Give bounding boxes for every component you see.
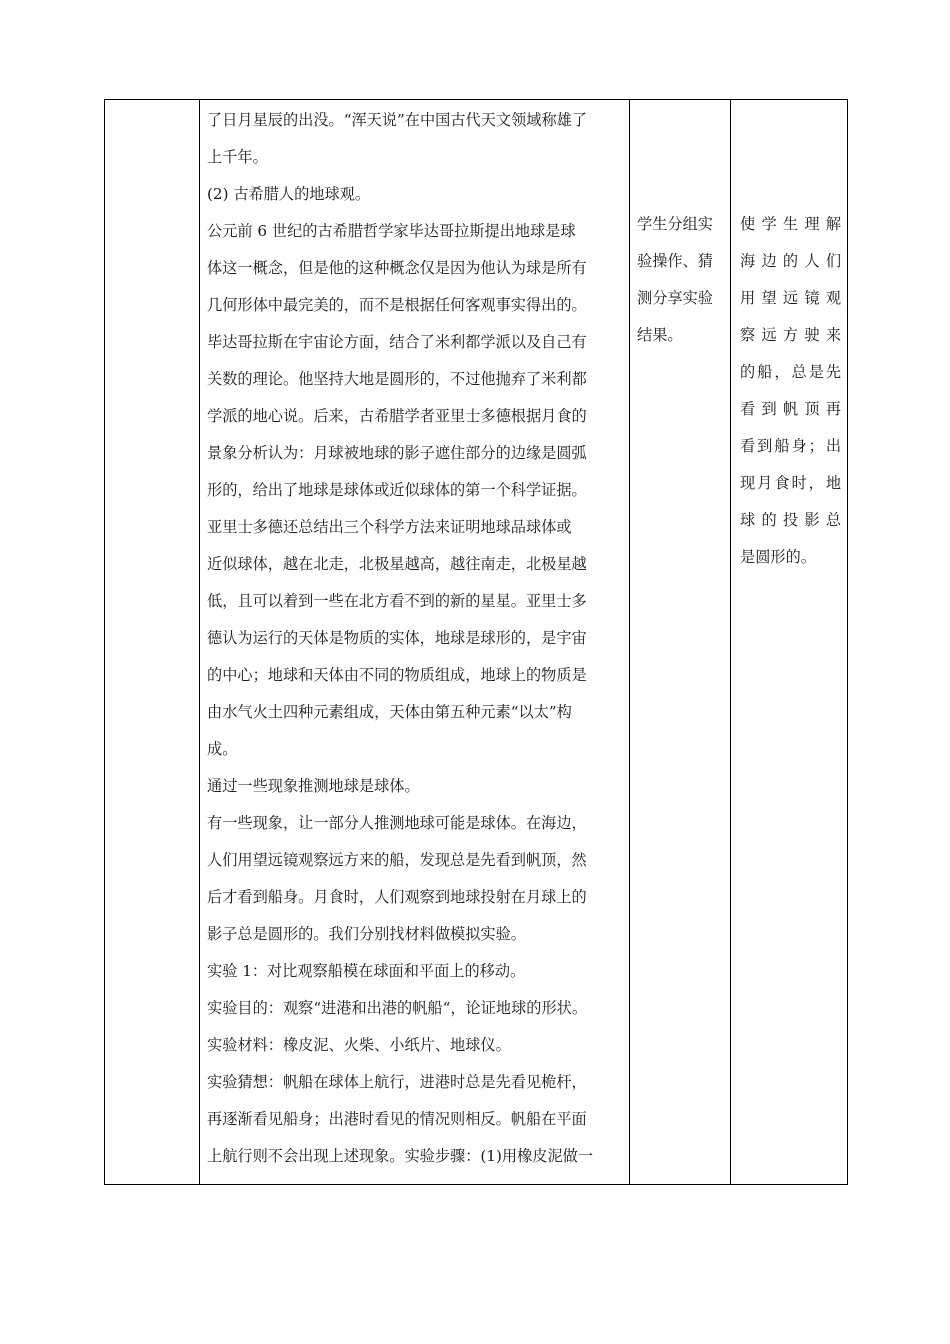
teaching-content-cell: [200, 100, 630, 1185]
intent-line: 是圆形的。: [740, 548, 816, 566]
intent-line: 看到船身；出: [740, 437, 841, 455]
content-line: 有一些现象，让一部分人推测地球可能是球体。在海边，: [207, 814, 587, 832]
content-line: 实验猜想：帆船在球体上航行，进港时总是先看见桅杆，: [207, 1073, 587, 1091]
content-line: 亚里士多德还总结出三个科学方法来证明地球品球体或: [207, 518, 572, 536]
activity-line: 结果。: [637, 326, 683, 344]
activity-line: 学生分组实: [637, 215, 713, 233]
content-line: 公元前 6 世纪的古希腊哲学家毕达哥拉斯提出地球是球: [207, 222, 576, 240]
intent-line: 球的投影总: [740, 511, 841, 529]
content-line: 体这一概念，但是他的这种概念仅是因为他认为球是所有: [207, 259, 587, 277]
content-line: 实验材料：橡皮泥、火柴、小纸片、地球仪。: [207, 1036, 511, 1054]
content-line: 形的，给出了地球是球体或近似球体的第一个科学证据。: [207, 481, 587, 499]
content-line: 德认为运行的天体是物质的实体，地球是球形的，是宇宙: [207, 629, 587, 647]
content-line: 的中心；地球和天体由不同的物质组成，地球上的物质是: [207, 666, 587, 684]
activity-line: 验操作、猜: [637, 252, 713, 270]
content-line: 了日月星辰的出没。“浑天说”在中国古代天文领域称雄了: [207, 111, 588, 129]
lesson-plan-table: [104, 99, 848, 1185]
content-line: 影子总是圆形的。我们分别找材料做模拟实验。: [207, 925, 526, 943]
stage-cell: [105, 100, 200, 1185]
activity-line: 测分享实验: [637, 289, 713, 307]
content-line: 景象分析认为：月球被地球的影子遮住部分的边缘是圆弧: [207, 444, 587, 462]
content-line: 低，且可以着到一些在北方看不到的新的星星。亚里士多: [207, 592, 587, 610]
intent-line: 看到帆顶再: [740, 400, 841, 418]
intent-line: 海边的人们: [740, 252, 841, 270]
content-line: 后才看到船身。月食时，人们观察到地球投射在月球上的: [207, 888, 587, 906]
design-intent-cell: [731, 100, 848, 1185]
intent-line: 用望远镜观: [740, 289, 841, 307]
intent-line: 现月食时，地: [740, 474, 841, 492]
content-line: 上航行则不会出现上述现象。实验步骤：(1)用橡皮泥做一: [207, 1147, 594, 1165]
content-line: 再逐渐看见船身；出港时看见的情况则相反。帆船在平面: [207, 1110, 587, 1128]
content-line: 毕达哥拉斯在宇宙论方面，结合了米利都学派以及自己有: [207, 333, 587, 351]
content-line: 人们用望远镜观察远方来的船，发现总是先看到帆顶，然: [207, 851, 587, 869]
content-line: 近似球体，越在北走，北极星越高，越往南走，北极星越: [207, 555, 587, 573]
content-line: 实验目的：观察“进港和出港的帆船“，论证地球的形状。: [207, 999, 588, 1017]
content-line: (2) 古希腊人的地球观。: [207, 185, 371, 203]
student-activity-cell: [630, 100, 731, 1185]
content-line: 成。: [207, 740, 238, 758]
intent-line: 使学生理解: [740, 215, 841, 233]
table-row: [105, 100, 848, 1185]
intent-line: 的船，总是先: [740, 363, 841, 381]
content-line: 由水气火土四种元素组成，天体由第五种元素“以太”构: [207, 703, 572, 721]
intent-line: 察远方驶来: [740, 326, 841, 344]
content-line: 学派的地心说。后来，古希腊学者亚里士多德根据月食的: [207, 407, 587, 425]
content-line: 上千年。: [207, 148, 268, 166]
content-line: 实验 1：对比观察船模在球面和平面上的移动。: [207, 962, 526, 980]
content-line: 关数的理论。他坚持大地是圆形的，不过他抛弃了米利都: [207, 370, 587, 388]
content-line: 几何形体中最完美的，而不是根据任何客观事实得出的。: [207, 296, 587, 314]
content-line: 通过一些现象推测地球是球体。: [207, 777, 420, 795]
